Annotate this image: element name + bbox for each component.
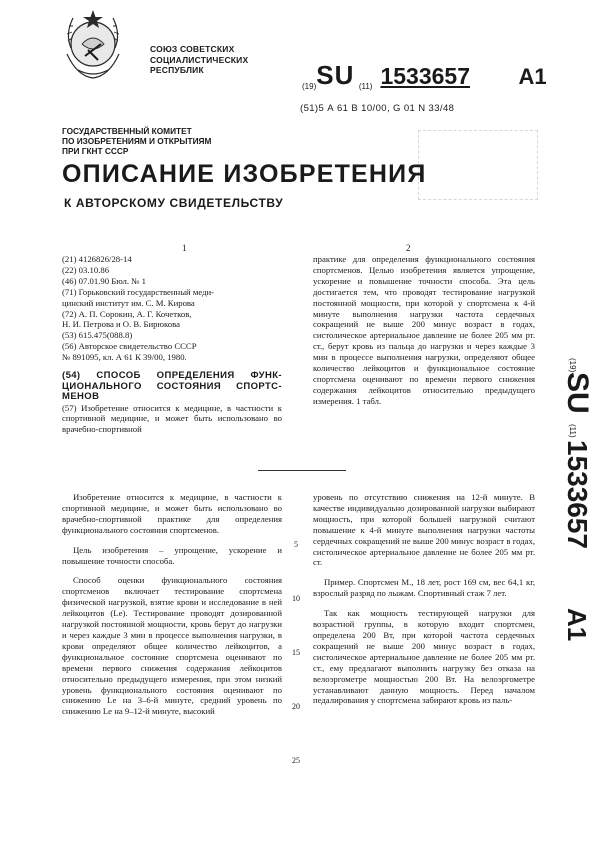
- patent-number-block: [302, 60, 547, 91]
- committee-line: ПО ИЗОБРЕТЕНИЯМ И ОТКРЫТИЯМ: [62, 136, 212, 146]
- document-title: ОПИСАНИЕ ИЗОБРЕТЕНИЯ: [62, 160, 427, 188]
- union-line: РЕСПУБЛИК: [150, 65, 204, 75]
- margin-line-number: 5: [294, 540, 298, 549]
- document-subtitle: К АВТОРСКОМУ СВИДЕТЕЛЬСТВУ: [64, 196, 284, 210]
- abstract-start: (57) Изобретение относится к медицине, в частности к спортивной медицине, и может быть использовано во врачебно-спортивной: [62, 402, 282, 435]
- side-kind: A1: [562, 608, 592, 642]
- code-19: (19): [302, 82, 317, 91]
- side-code-19: (19): [568, 358, 577, 373]
- kind-code: A1: [518, 64, 547, 89]
- patent-number: 1533657: [380, 63, 470, 89]
- biblio-line: (53) 615.475(088.8): [62, 330, 133, 341]
- side-patent-number: [540, 352, 594, 682]
- margin-line-number: 20: [292, 702, 300, 711]
- country-code: SU: [316, 60, 355, 90]
- union-name: [150, 44, 248, 76]
- biblio-line: № 891095, кл. А 61 К 39/00, 1980.: [62, 352, 187, 363]
- abstract-continuation: [313, 254, 535, 407]
- library-stamp: [418, 130, 538, 200]
- column-number-left: 1: [182, 243, 187, 253]
- side-country: SU: [561, 372, 594, 414]
- body-left-column: [62, 492, 282, 717]
- separator-rule: [258, 470, 346, 471]
- committee-line: ГОСУДАРСТВЕННЫЙ КОМИТЕТ: [62, 126, 192, 136]
- biblio-line: (71) Горьковский государственный меди-: [62, 286, 215, 297]
- ussr-emblem: [58, 8, 128, 82]
- margin-line-number: 25: [292, 756, 300, 765]
- union-line: СОЦИАЛИСТИЧЕСКИХ: [150, 54, 249, 65]
- biblio-line: (56) Авторское свидетельство СССР: [62, 341, 197, 352]
- margin-line-number: 15: [292, 648, 300, 657]
- body-paragraph: уровень по отсутствию снижения на 12-й минуте. В качестве индивидуально дозированной нагрузки выбирают мощность, при которой большей нагрузкой считают повышение к 4-й минуте выполнения нагрузки частоты сердечных сокращений не выше 200 минус возраст в годах, систолическое артериальное давление не более 205 мм рт. ст.: [313, 492, 535, 568]
- abstract-text: практике для определения функционального состояния спортсменов. Целью изобретения является упрощение, ускорение и повышение точности способа. Эта цель достигается тем, что проводят тестирование нагрузкой постоянной мощности, при которой у спортсмена к 4-й минуте выполнения нагрузки частота сердечных сокращений не выше 200 минус возраст в годах, систолическое артериальное давление не более 205 мм рт. ст., берут кровь из пальца до нагрузки и через каждые 3 мин в процессе выполнения нагрузки, определяют общее количество лейкоцитов и функциональное состояние спортсмена оценивают по времени первого снижения содержания лейкоцитов относительно предыдущего измерения. 1 табл.: [313, 254, 535, 406]
- body-paragraph: Пример. Спортсмен М., 18 лет, рост 169 см, вес 64,1 кг, взрослый разряд по лыжам. Спортивный стаж 7 лет.: [313, 577, 535, 599]
- body-paragraph: Цель изобретения – упрощение, ускорение и повышение точности способа.: [62, 544, 282, 566]
- side-number: 1533657: [562, 440, 593, 550]
- biblio-line: (22) 03.10.86: [62, 264, 110, 275]
- biblio-line: (46) 07.01.90 Бюл. № 1: [62, 275, 146, 286]
- body-paragraph: Так как мощность тестирующей нагрузки для возрастной группы, в которую входит спортсмен, определена 200 Вт, при которой частота сердечных сокращений не выше 200 минус возраст в годах, систолическое артериальное давление не более 205 мм рт. ст., ему предлагают выполнить нагрузку без отказа на велоэргометре мощностью 200 Вт. На велоэргометре устанавливают данную мощность. Перед началом педалирования у спортсмена забирают кровь из паль-: [313, 608, 535, 706]
- body-right-column: [313, 492, 535, 706]
- union-line: СОЮЗ СОВЕТСКИХ: [150, 44, 235, 54]
- invention-title: (54) СПОСОБ ОПРЕДЕЛЕНИЯ ФУНК-ЦИОНАЛЬНОГО СОСТОЯНИЯ СПОРТС-МЕНОВ: [62, 370, 282, 403]
- code-11: (11): [358, 82, 373, 91]
- bibliographic-data: [62, 254, 282, 435]
- biblio-line: (21) 4126826/28-14: [62, 254, 132, 264]
- committee-line: ПРИ ГКНТ СССР: [62, 146, 129, 156]
- committee-name: [62, 126, 211, 156]
- ipc-classification: (51)5 А 61 В 10/00, G 01 N 33/48: [300, 103, 455, 114]
- body-paragraph: Изобретение относится к медицине, в частности к спортивной медицине, и может быть использовано во врачебно-спортивной практике для определения функционального состояния спортсменов.: [62, 492, 282, 535]
- side-code-11: (11): [568, 424, 577, 438]
- margin-line-number: 10: [292, 594, 300, 603]
- body-paragraph: Способ оценки функционального состояния спортсменов включает тестирование спортсмена физической нагрузкой, взятие крови и исследование в ней лейкоцитов (Le). Тестирование проводят дозированной нагрузкой постоянной мощности, кровь берут до нагрузки и через каждые 3 мин в процессе выполнения нагрузки, в крови определяют общее количество лейкоцитов, а функциональное состояние спортсмена оценивают по времени первого снижения содержания лейкоцитов относительно предыдущего измерения, при этом низкий уровень функционального состояния оценивают по снижению Le на 3–6-й минуте, средний уровень по снижению Le на 9–12-й минуте, высокий: [62, 575, 282, 717]
- biblio-line: (72) А. П. Сорокин, А. Г. Кочетков,: [62, 308, 192, 319]
- column-number-right: 2: [406, 243, 411, 253]
- biblio-line: Н. И. Петрова и О. В. Бирюкова: [62, 319, 180, 330]
- biblio-line: цинский институт им. С. М. Кирова: [62, 297, 195, 308]
